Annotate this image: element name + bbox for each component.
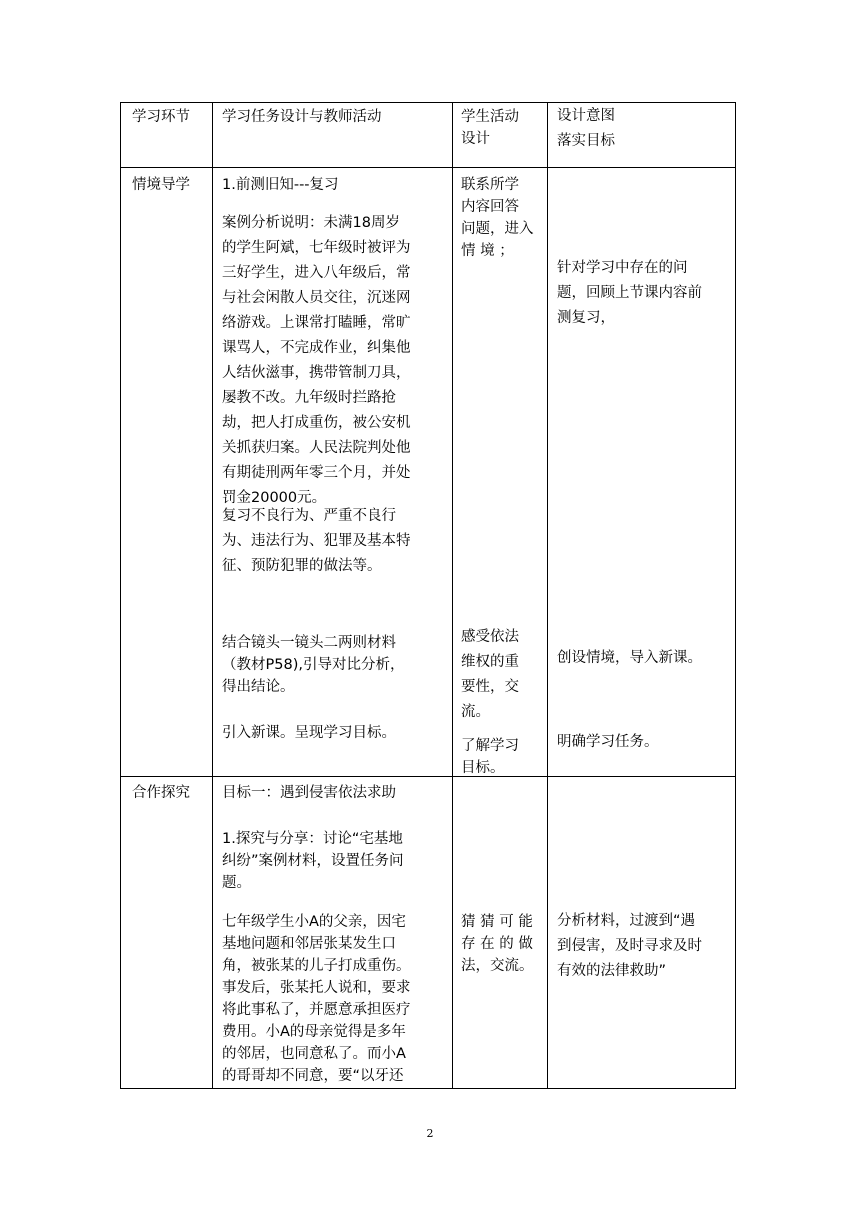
student-paragraph: 感受依法 维权的重 要性，交 流。 <box>461 629 519 720</box>
intent-paragraph: 针对学习中存在的问 题，回顾上节课内容前 测复习， <box>557 260 702 326</box>
table-rule <box>212 102 213 1089</box>
intent-paragraph: 分析材料，过渡到“遇 到侵害，及时寻求及时 有效的法律救助” <box>557 913 702 979</box>
student-paragraph: 了解学习 目标。 <box>461 738 519 776</box>
header-stage: 学习环节 <box>132 109 190 125</box>
table-rule <box>547 102 548 1089</box>
teacher-paragraph: 目标一：遇到侵害依法求助 <box>222 785 396 801</box>
teacher-paragraph: 七年级学生小A的父亲，因宅 基地问题和邻居张某发生口 角，被张某的儿子打成重伤。 事发后，张某托人说和，要求 将此事私了，并愿意承担医疗 费用。小A的母亲觉得是多年 的邻居，也同意私了。而小A 的哥哥却不同意，要“以牙还 <box>222 914 411 1084</box>
intent-paragraph: 明确学习任务。 <box>557 734 659 750</box>
table-rule <box>452 102 453 1089</box>
header-student-activity: 学生活动 设计 <box>461 109 519 147</box>
teacher-paragraph: 复习不良行为、严重不良行 为、违法行为、犯罪及基本特 征、预防犯罪的做法等。 <box>222 508 411 574</box>
table-rule <box>735 102 736 1089</box>
teacher-paragraph: 引入新课。呈现学习目标。 <box>222 725 396 741</box>
teacher-paragraph: 1.前测旧知---复习 <box>222 177 339 193</box>
teacher-paragraph: 案例分析说明：未满18周岁 的学生阿斌，七年级时被评为 三好学生，进入八年级后，常 与社会闲散人员交往，沉迷网 络游戏。上课常打瞌睡，常旷 课骂人，不完成作业，纠集他 人结伙滋事，携带管制刀具， 屡教不改。九年级时拦路抢 劫，把人打成重伤，被公安机 关抓获归案。人民法院判处他 有期徒刑两年零三个月，并处 罚金20000元。 <box>222 215 411 506</box>
header-design-intent: 设计意图 落实目标 <box>557 108 615 149</box>
page-number: 2 <box>426 1127 434 1140</box>
teacher-paragraph: 1.探究与分享：讨论“宅基地 纠纷”案例材料，设置任务问 题。 <box>222 831 404 891</box>
student-paragraph: 猜 猜 可 能 存 在 的 做 法，交流。 <box>461 914 534 974</box>
intent-paragraph: 创设情境，导入新课。 <box>557 650 702 666</box>
student-paragraph: 联系所学 内容回答 问题，进入 情 境 ； <box>461 177 534 259</box>
stage-label: 情境导学 <box>132 177 190 193</box>
stage-label: 合作探究 <box>132 785 190 801</box>
teacher-paragraph: 结合镜头一镜头二两则材料 （教材P58),引导对比分析， 得出结论。 <box>222 635 405 695</box>
header-teacher-activity: 学习任务设计与教师活动 <box>222 109 382 125</box>
table-rule <box>120 102 121 1089</box>
